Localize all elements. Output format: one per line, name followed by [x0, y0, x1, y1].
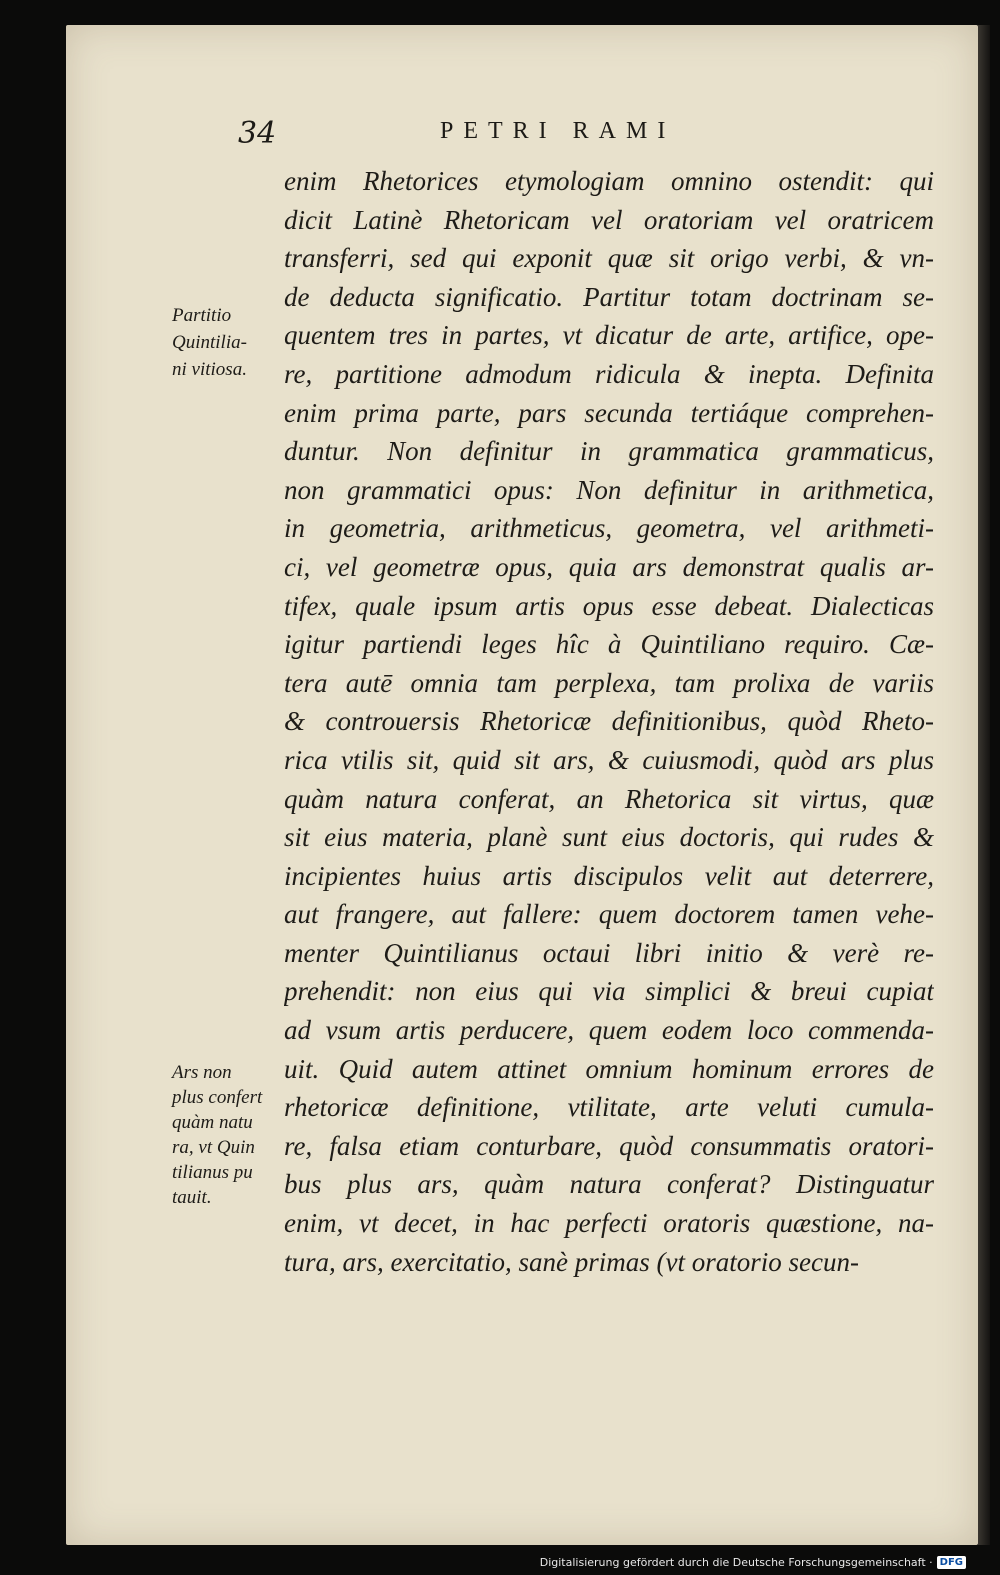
margin-note-line: Ars non: [172, 1062, 232, 1083]
margin-note-line: Quintilia-: [172, 332, 247, 353]
text-line: ad vsum artis perducere, quem eodem loco commenda-: [284, 1015, 934, 1046]
margin-note-line: tilianus pu: [172, 1162, 253, 1183]
text-line: duntur. Non definitur in grammatica grammaticus,: [284, 436, 934, 467]
text-line: quàm natura conferat, an Rhetorica sit virtus, quæ: [284, 783, 934, 814]
text-line: tura, ars, exercitatio, sanè primas (vt oratorio secun-: [284, 1246, 859, 1277]
text-line: non grammatici opus: Non definitur in arithmetica,: [284, 474, 934, 505]
text-line: transferri, sed qui exponit quæ sit origo verbi, & vn-: [284, 243, 934, 274]
text-line: & controuersis Rhetoricæ definitionibus, quòd Rheto-: [284, 706, 934, 737]
dfg-logo-icon[interactable]: DFG: [937, 1556, 966, 1569]
text-line: re, falsa etiam conturbare, quòd consummatis oratori-: [284, 1130, 934, 1161]
text-line: rica vtilis sit, quid sit ars, & cuiusmodi, quòd ars plus: [284, 744, 934, 775]
margin-note-line: quàm natu: [172, 1112, 253, 1133]
text-line: ci, vel geometræ opus, quia ars demonstrat qualis ar-: [284, 551, 934, 582]
text-line: igitur partiendi leges hîc à Quintiliano requiro. Cæ-: [284, 629, 934, 660]
credit-text: Digitalisierung gefördert durch die Deutsche Forschungsgemeinschaft ·: [539, 1556, 933, 1569]
body-text: [284, 162, 934, 1281]
running-head: PETRI RAMI: [440, 118, 676, 144]
text-line: tera autē omnia tam perplexa, tam prolixa de variis: [284, 667, 934, 698]
page-edge: [978, 25, 990, 1545]
text-line: rhetoricæ definitione, vtilitate, arte veluti cumula-: [284, 1092, 934, 1123]
text-line: aut frangere, aut fallere: quem doctorem tamen vehe-: [284, 899, 934, 930]
text-line: in geometria, arithmeticus, geometra, vel arithmeti-: [284, 513, 934, 544]
text-line: enim, vt decet, in hac perfecti oratoris quæstione, na-: [284, 1208, 934, 1239]
text-line: de deducta significatio. Partitur totam doctrinam se-: [284, 281, 934, 312]
margin-note-line: ra, vt Quin: [172, 1137, 255, 1158]
digitization-credit: [540, 1556, 966, 1569]
page-number: 34: [238, 116, 277, 151]
text-line: menter Quintilianus octaui libri initio & verè re-: [284, 937, 934, 968]
text-line: sit eius materia, planè sunt eius doctoris, qui rudes &: [284, 822, 934, 853]
margin-note-line: plus confert: [172, 1087, 263, 1108]
text-line: incipientes huius artis discipulos velit aut deterrere,: [284, 860, 934, 891]
text-line: uit. Quid autem attinet omnium hominum errores de: [284, 1053, 934, 1084]
margin-note-ars-non: [172, 1060, 262, 1210]
margin-note-line: Partitio: [172, 305, 232, 326]
text-line: prehendit: non eius qui via simplici & breui cupiat: [284, 976, 934, 1007]
text-line: enim Rhetorices etymologiam omnino ostendit: qui: [284, 166, 934, 196]
text-line: dicit Latinè Rhetoricam vel oratoriam vel oratricem: [284, 204, 934, 235]
text-line: tifex, quale ipsum artis opus esse debeat. Dialecticas: [284, 590, 934, 621]
text-line: quentem tres in partes, vt dicatur de arte, artifice, ope-: [284, 320, 934, 351]
text-line: re, partitione admodum ridicula & inepta. Definita: [284, 358, 934, 389]
text-line: bus plus ars, quàm natura conferat? Distinguatur: [284, 1169, 934, 1200]
text-line: enim prima parte, pars secunda tertiáque comprehen-: [284, 397, 934, 428]
margin-note-line: ni vitiosa.: [172, 359, 247, 380]
margin-note-partitio: [172, 302, 247, 383]
margin-note-line: tauit.: [172, 1187, 212, 1208]
